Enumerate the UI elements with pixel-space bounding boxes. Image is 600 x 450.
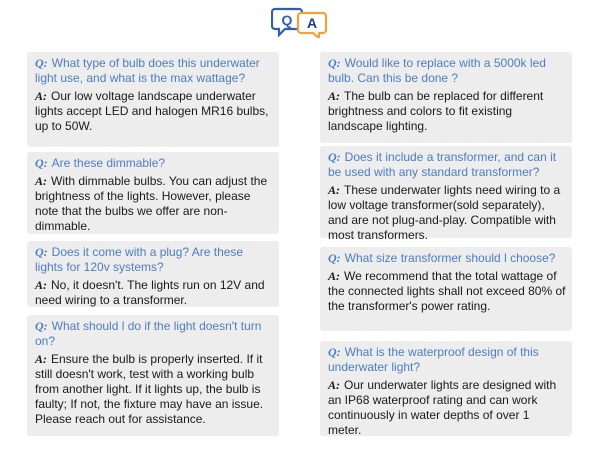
faq-question: Q: Would like to replace with a 5000k led bulb. Can this be done ? — [328, 56, 546, 85]
faq-card — [320, 52, 572, 143]
faq-question: Q: What size transformer should l choose? — [328, 251, 556, 265]
faq-card — [27, 315, 279, 436]
faq-answer: A: No, it doesn't. The lights run on 12V and need wiring to a transformer. — [35, 278, 265, 307]
faq-answer: A: Ensure the bulb is properly inserted. If it still doesn't work, test with a working bulb from another light. If it lights up, the bulb is faulty; If not, the fixture may have an issue. Please reach out for assistance. — [35, 352, 264, 426]
faq-card — [320, 247, 572, 331]
faq-question: Q: What is the waterproof design of this underwater light? — [328, 345, 539, 374]
faq-card — [27, 52, 279, 147]
faq-card — [27, 241, 279, 307]
faq-question: Q: What type of bulb does this underwater light use, and what is the max wattage? — [35, 56, 260, 85]
faq-question: Q: Does it come with a plug? Are these lights for 120v systems? — [35, 245, 244, 274]
faq-answer: A: The bulb can be replaced for different brightness and colors to fit existing landscape lighting. — [328, 89, 544, 133]
faq-answer: A: We recommend that the total wattage of the connected lights shall not exceed 80% of the transformer's power rating. — [328, 269, 566, 313]
logo-q-letter: Q — [281, 12, 293, 28]
faq-answer: A: Our underwater lights are designed with an IP68 waterproof rating and can work continuously in water depths of over 1 meter. — [328, 378, 557, 437]
faq-answer: A: Our low voltage landscape underwater lights accept LED and halogen MR16 bulbs, up to 50W. — [35, 89, 269, 133]
faq-card — [320, 341, 572, 436]
qa-logo — [271, 6, 329, 38]
logo-a-letter: A — [306, 15, 318, 31]
faq-question: Q: Does it include a transformer, and can it be used with any standard transformer? — [328, 150, 557, 179]
faq-answer: A: With dimmable bulbs. You can adjust the brightness of the lights. However, please note that the bulbs we offer are non-dimmable. — [35, 174, 268, 233]
faq-answer: A: These underwater lights need wiring to a low voltage transformer(sold separately), and are not plug-and-play. Compatible with most transformers. — [328, 183, 561, 242]
faq-question: Q: Are these dimmable? — [35, 156, 166, 170]
faq-card — [27, 152, 279, 234]
faq-question: Q: What should l do if the light doesn't turn on? — [35, 319, 262, 348]
faq-card — [320, 146, 572, 242]
